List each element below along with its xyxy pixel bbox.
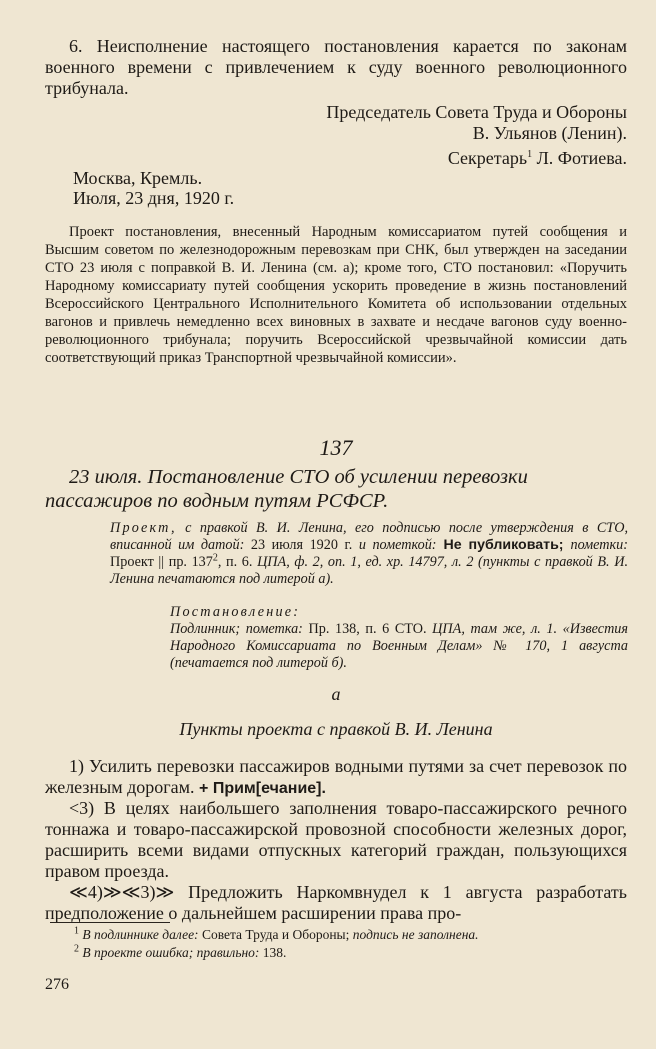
source-description <box>110 520 628 588</box>
footnote-2-mark: 2 <box>74 943 79 955</box>
item-1 <box>45 756 627 799</box>
item-1-text: 1) Усилить перевозки пассажиров водными путями за счет перевозок по железным дорогам. <box>45 756 627 797</box>
project-desc: с правкой В. И. Ленина, его подписью после утверждения в СТО, вписанной им датой: <box>110 520 628 553</box>
date: Июля, 23 дня, 1920 г. <box>73 188 235 208</box>
project-date: 23 июля 1920 г. <box>244 537 359 553</box>
item-3: <3) В целях наибольшего заполнения товаро-пассажирского речного тоннажа и товаро-пассажирской провозной способности железных дорог, расширить всеми видами отпускных категорий граждан, пользующихся правом проезда. <box>45 798 627 881</box>
secretary-label: Секретарь <box>447 148 528 168</box>
archive-ref-2: ЦПА, там же, л. 1. «Известия Народного Комиссариата по Военным Делам» № 170, 1 августа (печатается под литерой б). <box>170 621 628 671</box>
no-publish-mark: Не публиковать; <box>436 537 571 553</box>
item-4-text: Предложить Наркомвнудел к 1 августа разработать предположение о дальнейшем расширении права про- <box>45 882 627 923</box>
footnote-1-italic: В подлиннике далее: <box>79 927 199 942</box>
footnote-divider <box>50 922 170 923</box>
item-4 <box>45 882 627 924</box>
footnote-2 <box>74 944 634 962</box>
footnote-2-italic: В проекте ошибка; правильно: <box>79 945 260 960</box>
place: Москва, Кремль. <box>73 168 203 188</box>
footnote-ref-2: 2 <box>212 552 218 564</box>
document-number: 137 <box>319 435 353 460</box>
page-number: 276 <box>45 976 69 993</box>
signature-chair-name: В. Ульянов (Ленин). <box>472 123 627 143</box>
footnote-2-text: 138. <box>259 945 287 960</box>
mark-label: и пометкой: <box>358 537 437 553</box>
editorial-commentary: Проект постановления, внесенный Народным комиссариатом путей сообщения и Высшим советом по железнодорожным перевозкам при СНК, был утвержден на заседании СТО 23 июля с поправкой В. И. Ленина (см. а); кроме того, СТО постановил: «Поручить Народному комиссариату путей сообщения ускорить проведение в жизнь постановлений Всероссийского Центрального Исполнительного Комитета об использовании отдельных вагонов и привлечь немедленно всех виновных в захвате и несдаче вагонов суду военно-революционного трибунала; поручить Всероссийской чрезвычайной комиссии дать соответствующий приказ Транспортной чрезвычайной комиссии». <box>45 224 627 366</box>
section-subtitle: Пункты проекта с правкой В. И. Ленина <box>179 719 493 739</box>
original-label: Подлинник; пометка: <box>170 621 303 637</box>
secretary-name: Л. Фотиева. <box>532 148 627 168</box>
item-4-marks: ≪4)≫≪3)≫ <box>69 882 175 902</box>
resolution-label: Постановление: <box>170 604 301 620</box>
project-label: Проект, <box>110 520 177 536</box>
document-title: 23 июля. Постановление СТО об усилении перевозки пассажиров по водным путям РСФСР. <box>45 466 528 512</box>
footnote-1-mark: 1 <box>74 925 79 937</box>
paragraph-6: 6. Неисполнение настоящего постановления карается по законам военного времени с привлечением к суду военного революционного трибунала. <box>45 36 627 98</box>
item-1-note: + Прим[ечание]. <box>199 780 326 797</box>
original-description <box>170 621 628 672</box>
archive-ref-1: ЦПА, ф. 2, оп. 1, ед. хр. 14797, л. 2 (пункты с правкой В. И. Ленина печатаются под литерой а). <box>110 554 628 587</box>
signature-chair-title: Председатель Совета Труда и Обороны <box>326 102 627 122</box>
footnote-1-text: Совета Труда и Обороны; <box>198 927 353 942</box>
footnote-1 <box>74 926 634 944</box>
marks-text: Проект || пр. 137 <box>110 554 213 570</box>
footnote-1-italic2: подпись не заполнена. <box>352 927 479 942</box>
signature-secretary <box>45 148 627 169</box>
footnote-ref-1: 1 <box>527 149 533 160</box>
marks-label: пометки: <box>570 537 628 553</box>
section-letter: а <box>331 684 341 704</box>
original-text: Пр. 138, п. 6 СТО. <box>302 621 433 637</box>
marks-text2: , п. 6. <box>217 554 258 570</box>
